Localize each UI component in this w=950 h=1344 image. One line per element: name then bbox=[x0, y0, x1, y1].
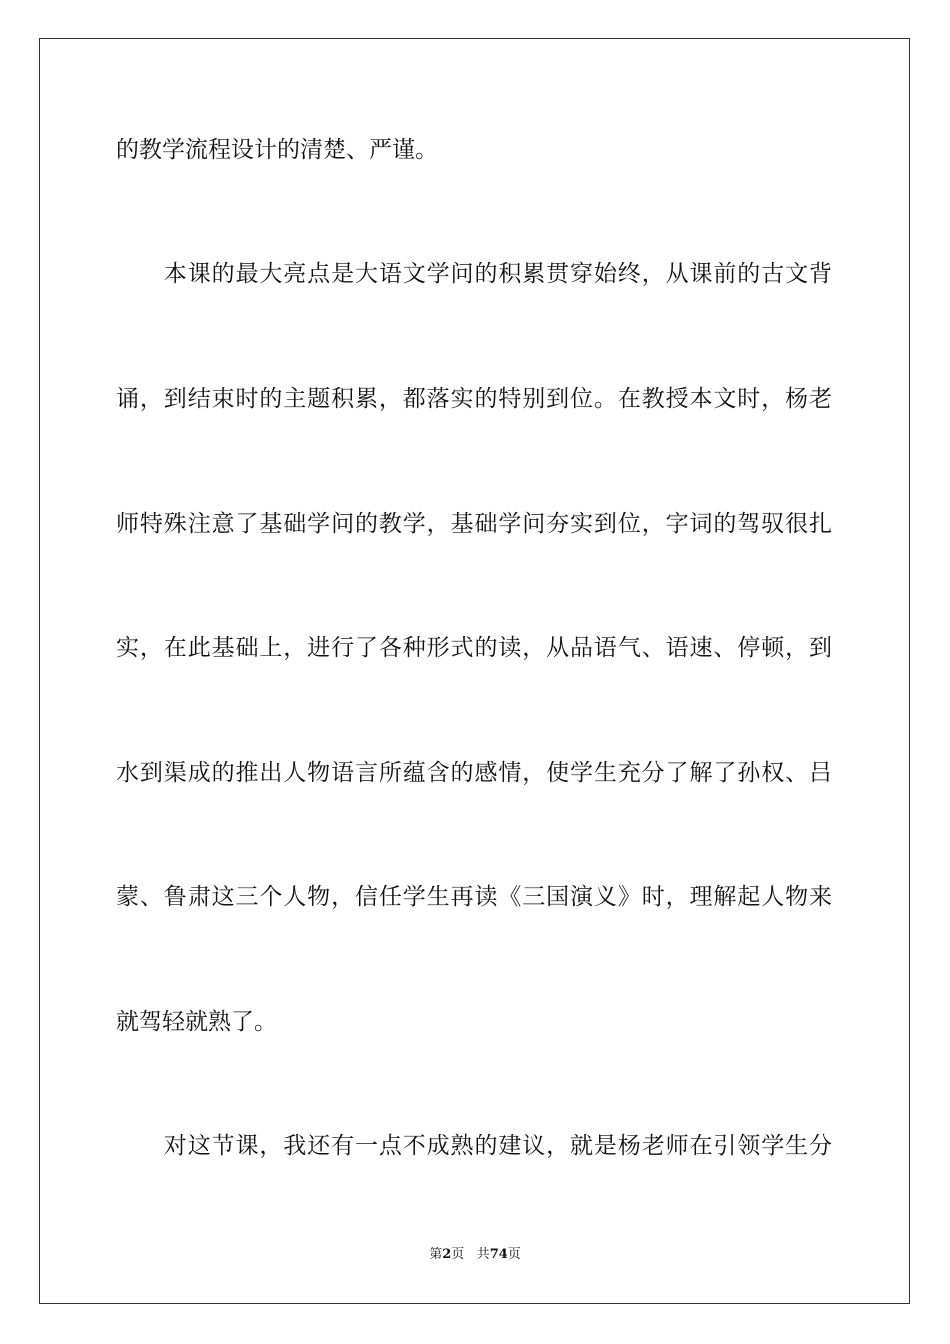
page-frame bbox=[39, 38, 910, 1304]
footer-total-pages: 74 bbox=[489, 1247, 508, 1262]
page-footer bbox=[0, 1246, 950, 1264]
text-line: 的教学流程设计的清楚、严谨。 bbox=[116, 137, 438, 163]
footer-page-prefix: 第 bbox=[429, 1247, 443, 1262]
footer-page-suffix: 页 bbox=[451, 1247, 465, 1262]
text-line: 本课的最大亮点是大语文学问的积累贯穿始终，从课前的古文背 bbox=[116, 261, 832, 287]
text-line: 就驾轻就熟了。 bbox=[116, 1009, 277, 1035]
footer-total-suffix: 页 bbox=[507, 1247, 521, 1262]
text-line: 对这节课，我还有一点不成熟的建议，就是杨老师在引领学生分 bbox=[116, 1133, 832, 1159]
footer-total-prefix: 共 bbox=[476, 1247, 490, 1262]
text-line: 诵，到结束时的主题积累，都落实的特别到位。在教授本文时，杨老 bbox=[116, 386, 832, 412]
footer-page-number: 2 bbox=[442, 1247, 452, 1262]
text-line: 实，在此基础上，进行了各种形式的读，从品语气、语速、停顿，到 bbox=[116, 635, 832, 661]
text-line: 水到渠成的推出人物语言所蕴含的感情，使学生充分了解了孙权、吕 bbox=[116, 760, 832, 786]
text-line: 师特殊注意了基础学问的教学，基础学问夯实到位，字词的驾驭很扎 bbox=[116, 511, 832, 537]
text-line: 蒙、鲁肃这三个人物，信任学生再读《三国演义》时，理解起人物来 bbox=[116, 884, 832, 910]
